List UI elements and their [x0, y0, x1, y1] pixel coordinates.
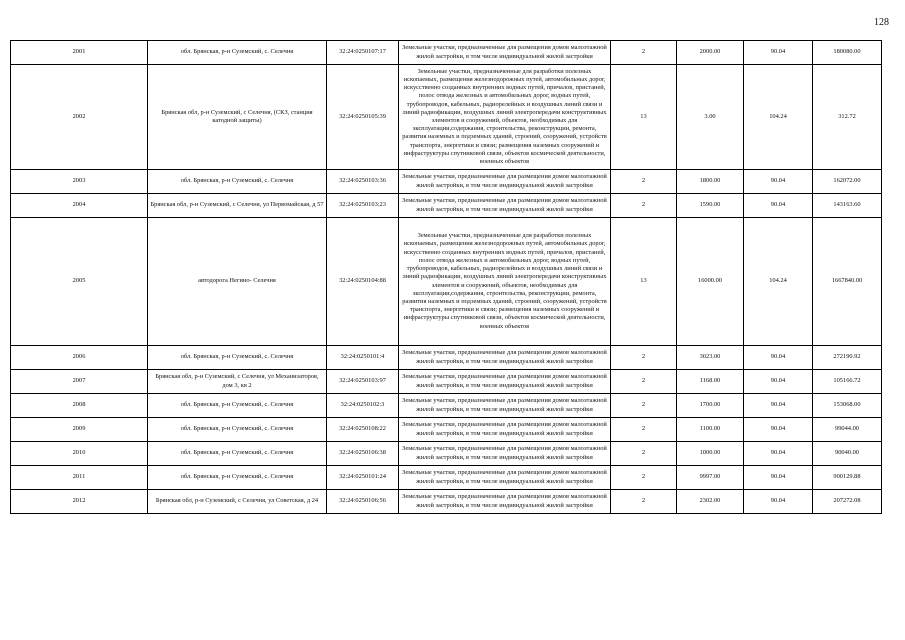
specific-value-cell: 90.04: [744, 442, 813, 466]
area-cell: 16000.00: [677, 218, 744, 346]
table-row: [11, 170, 882, 194]
area-cell: 2000.00: [677, 41, 744, 65]
land-use-cell: Земельные участки, предназначенные для размещения домов малоэтажной жилой застройки, в том числе индивидуальной жилой застройки: [399, 442, 611, 466]
area-cell: 1800.00: [677, 170, 744, 194]
row-number-cell: 2006: [11, 346, 148, 370]
row-number-cell: 2007: [11, 370, 148, 394]
cadastral-number-cell: 32:24:0250106:38: [327, 442, 399, 466]
address-cell: обл. Брянская, р-н Суземский, с. Селечня: [148, 170, 327, 194]
specific-value-cell: 90.04: [744, 418, 813, 442]
specific-value-cell: 90.04: [744, 170, 813, 194]
address-cell: обл. Брянская, р-н Суземский, с. Селечня: [148, 442, 327, 466]
area-cell: 3023.00: [677, 346, 744, 370]
area-cell: 1100.00: [677, 418, 744, 442]
land-use-cell: Земельные участки, предназначенные для разработки полезных ископаемых, размещения железнодорожных путей, автомобильных дорог, искусственно созданных внутренних водных путей, причалов, пристаней, полос отвода железных и автомобильных дорог, водных путей, трубопроводов, кабельных, радиорелейных и воздушных линий связи и линий радиофикации, воздушных линий электропередачи конструктивных элементов и сооружений, объектов, необходимых для эксплуатации,содержания, строительства, реконструкции, ремонта, развития наземных и подземных зданий, строений, сооружений, устройств транспорта, энергетики и связи; размещения наземных сооружений и инфраструктуры спутниковой связи, объектов космической деятельности, военных объектов: [399, 65, 611, 170]
area-cell: 1700.00: [677, 394, 744, 418]
cadastral-value-cell: 153068.00: [813, 394, 882, 418]
group-number-cell: 2: [611, 442, 677, 466]
group-number-cell: 2: [611, 466, 677, 490]
row-number-cell: 2010: [11, 442, 148, 466]
land-use-cell: Земельные участки, предназначенные для размещения домов малоэтажной жилой застройки, в том числе индивидуальной жилой застройки: [399, 370, 611, 394]
row-number-cell: 2005: [11, 218, 148, 346]
page-number: 128: [874, 17, 889, 28]
specific-value-cell: 90.04: [744, 394, 813, 418]
row-number-cell: 2002: [11, 65, 148, 170]
cadastral-number-cell: 32:24:0250105:39: [327, 65, 399, 170]
specific-value-cell: 104.24: [744, 65, 813, 170]
address-cell: обл. Брянская, р-н Суземский, с. Селечня: [148, 418, 327, 442]
table-row: [11, 218, 882, 346]
row-number-cell: 2009: [11, 418, 148, 442]
group-number-cell: 2: [611, 170, 677, 194]
row-number-cell: 2012: [11, 490, 148, 514]
table-row: [11, 394, 882, 418]
cadastral-value-cell: 900129.88: [813, 466, 882, 490]
group-number-cell: 2: [611, 370, 677, 394]
group-number-cell: 2: [611, 194, 677, 218]
cadastral-value-cell: 162072.00: [813, 170, 882, 194]
cadastral-number-cell: 32:24:0250103:23: [327, 194, 399, 218]
table-row: [11, 418, 882, 442]
area-cell: 1590.00: [677, 194, 744, 218]
land-use-cell: Земельные участки, предназначенные для разработки полезных ископаемых, размещения железнодорожных путей, автомобильных дорог, искусственно созданных внутренних водных путей, причалов, пристаней, полос отвода железных и автомобильных дорог, водных путей, трубопроводов, кабельных, радиорелейных и воздушных линий связи и линий радиофикации, воздушных линий электропередачи конструктивных элементов и сооружений, объектов, необходимых для эксплуатации,содержания, строительства, реконструкции, ремонта, развития наземных и подземных зданий, строений, сооружений, устройств транспорта, энергетики и связи; размещения наземных сооружений и инфраструктуры спутниковой связи, объектов космической деятельности, военных объектов: [399, 218, 611, 346]
row-number-cell: 2001: [11, 41, 148, 65]
cadastral-value-cell: 312.72: [813, 65, 882, 170]
area-cell: 1168.00: [677, 370, 744, 394]
cadastral-number-cell: 32:24:0250103:36: [327, 170, 399, 194]
cadastral-number-cell: 32:24:0250102:3: [327, 394, 399, 418]
cadastral-value-cell: 99044.00: [813, 418, 882, 442]
cadastral-number-cell: 32:24:0250104:88: [327, 218, 399, 346]
row-number-cell: 2011: [11, 466, 148, 490]
address-cell: обл. Брянская, р-н Суземский, с. Селечня: [148, 466, 327, 490]
table-row: [11, 490, 882, 514]
address-cell: Брянская обл, р-н Суземский, с Селечня, (СКЗ, станция катодной защиты): [148, 65, 327, 170]
group-number-cell: 2: [611, 490, 677, 514]
cadastral-number-cell: 32:24:0250108:22: [327, 418, 399, 442]
row-number-cell: 2004: [11, 194, 148, 218]
land-use-cell: Земельные участки, предназначенные для размещения домов малоэтажной жилой застройки, в том числе индивидуальной жилой застройки: [399, 170, 611, 194]
cadastral-number-cell: 32:24:0250106:56: [327, 490, 399, 514]
cadastral-value-cell: 207272.08: [813, 490, 882, 514]
table-row: [11, 41, 882, 65]
group-number-cell: 2: [611, 394, 677, 418]
land-use-cell: Земельные участки, предназначенные для размещения домов малоэтажной жилой застройки, в том числе индивидуальной жилой застройки: [399, 394, 611, 418]
specific-value-cell: 104.24: [744, 218, 813, 346]
address-cell: Брянская обл, р-н Суземский, с Селечня, ул Советская, д 24: [148, 490, 327, 514]
table-body: [11, 41, 882, 514]
land-use-cell: Земельные участки, предназначенные для размещения домов малоэтажной жилой застройки, в том числе индивидуальной жилой застройки: [399, 41, 611, 65]
group-number-cell: 13: [611, 65, 677, 170]
cadastral-value-table: [10, 40, 882, 514]
address-cell: Брянская обл, р-н Суземский, с Селечня, ул Первомайская, д 57: [148, 194, 327, 218]
cadastral-value-cell: 143163.60: [813, 194, 882, 218]
address-cell: автодорога Негино- Селечня: [148, 218, 327, 346]
specific-value-cell: 90.04: [744, 194, 813, 218]
table-row: [11, 346, 882, 370]
address-cell: обл. Брянская, р-н Суземский, с. Селечня: [148, 394, 327, 418]
specific-value-cell: 90.04: [744, 466, 813, 490]
specific-value-cell: 90.04: [744, 490, 813, 514]
cadastral-number-cell: 32:24:0250101:24: [327, 466, 399, 490]
cadastral-value-cell: 1667840.00: [813, 218, 882, 346]
group-number-cell: 2: [611, 41, 677, 65]
table-row: [11, 370, 882, 394]
row-number-cell: 2008: [11, 394, 148, 418]
land-use-cell: Земельные участки, предназначенные для размещения домов малоэтажной жилой застройки, в том числе индивидуальной жилой застройки: [399, 194, 611, 218]
specific-value-cell: 90.04: [744, 41, 813, 65]
table-row: [11, 194, 882, 218]
table-row: [11, 466, 882, 490]
cadastral-value-cell: 105166.72: [813, 370, 882, 394]
cadastral-value-cell: 272190.92: [813, 346, 882, 370]
cadastral-value-cell: 180080.00: [813, 41, 882, 65]
address-cell: обл. Брянская, р-н Суземский, с. Селечня: [148, 346, 327, 370]
table-row: [11, 65, 882, 170]
group-number-cell: 2: [611, 346, 677, 370]
area-cell: 9997.00: [677, 466, 744, 490]
specific-value-cell: 90.04: [744, 370, 813, 394]
area-cell: 2302.00: [677, 490, 744, 514]
specific-value-cell: 90.04: [744, 346, 813, 370]
land-use-cell: Земельные участки, предназначенные для размещения домов малоэтажной жилой застройки, в том числе индивидуальной жилой застройки: [399, 490, 611, 514]
cadastral-number-cell: 32:24:0250107:17: [327, 41, 399, 65]
cadastral-number-cell: 32:24:0250101:4: [327, 346, 399, 370]
area-cell: 1000.00: [677, 442, 744, 466]
table-row: [11, 442, 882, 466]
land-use-cell: Земельные участки, предназначенные для размещения домов малоэтажной жилой застройки, в том числе индивидуальной жилой застройки: [399, 466, 611, 490]
land-use-cell: Земельные участки, предназначенные для размещения домов малоэтажной жилой застройки, в том числе индивидуальной жилой застройки: [399, 346, 611, 370]
address-cell: обл. Брянская, р-н Суземский, с. Селечня: [148, 41, 327, 65]
row-number-cell: 2003: [11, 170, 148, 194]
area-cell: 3.00: [677, 65, 744, 170]
cadastral-number-cell: 32:24:0250103:97: [327, 370, 399, 394]
group-number-cell: 2: [611, 418, 677, 442]
address-cell: Брянская обл, р-н Суземский, с Селечня, ул Механизаторов, дом 3, кв 2: [148, 370, 327, 394]
cadastral-value-cell: 90040.00: [813, 442, 882, 466]
group-number-cell: 13: [611, 218, 677, 346]
land-use-cell: Земельные участки, предназначенные для размещения домов малоэтажной жилой застройки, в том числе индивидуальной жилой застройки: [399, 418, 611, 442]
